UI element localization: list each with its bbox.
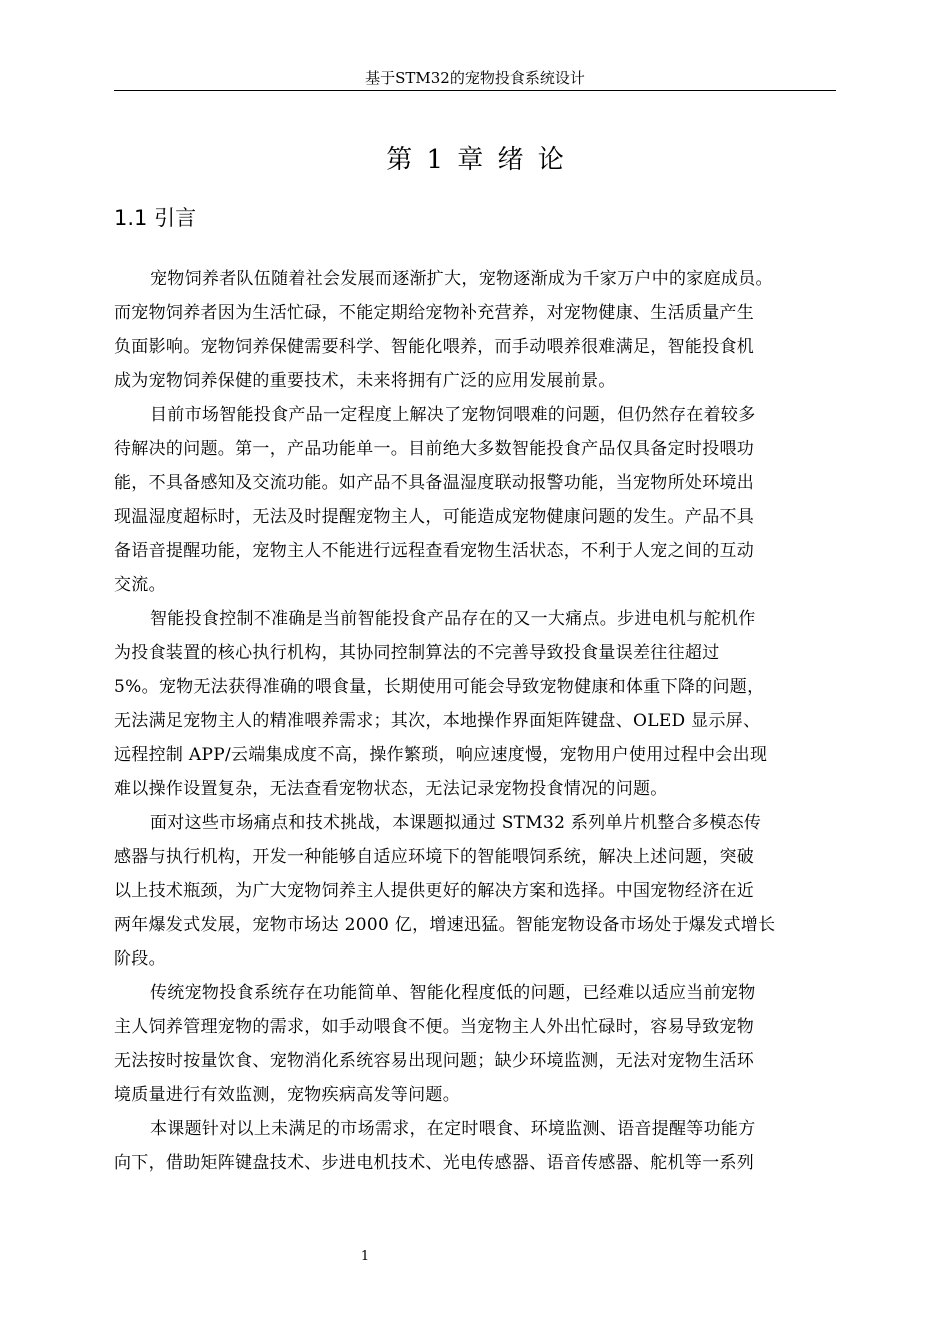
text-line: 以上技术瓶颈，为广大宠物饲养主人提供更好的解决方案和选择。中国宠物经济在近 [114,881,755,901]
text-line: 为投食装置的核心执行机构，其协同控制算法的不完善导致投食量误差往往超过 [114,643,720,663]
text-line: 无法按时按量饮食、宠物消化系统容易出现问题；缺少环境监测，无法对宠物生活环 [114,1051,755,1071]
text-line: 主人饲养管理宠物的需求，如手动喂食不便。当宠物主人外出忙碌时，容易导致宠物 [114,1017,755,1037]
text-line: 宠物饲养者队伍随着社会发展而逐渐扩大，宠物逐渐成为千家万户中的家庭成员。 [150,269,773,289]
text-line: 境质量进行有效监测，宠物疾病高发等问题。 [114,1085,460,1105]
paragraph-2 [114,398,836,602]
paragraph-6 [114,1112,836,1180]
text-line: 智能投食控制不准确是当前智能投食产品存在的又一大痛点。步进电机与舵机作 [150,609,756,629]
paragraph-4 [114,806,836,976]
text-line: 交流。 [114,575,166,595]
text-line: 传统宠物投食系统存在功能简单、智能化程度低的问题，已经难以适应当前宠物 [150,983,756,1003]
text-line: 成为宠物饲养保健的重要技术，未来将拥有广泛的应用发展前景。 [114,371,616,391]
running-header: 基于STM32的宠物投食系统设计 [365,69,585,87]
text-line: 无法满足宠物主人的精准喂养需求；其次，本地操作界面矩阵键盘、OLED 显示屏、 [114,711,761,731]
page-number: 1 [360,1249,370,1264]
section-title: 1.1 引言 [114,206,197,230]
text-line: 感器与执行机构，开发一种能够自适应环境下的智能喂饲系统，解决上述问题，突破 [114,847,755,867]
text-line: 向下，借助矩阵键盘技术、步进电机技术、光电传感器、语音传感器、舵机等一系列 [114,1153,755,1173]
text-line: 两年爆发式发展，宠物市场达 2000 亿，增速迅猛。智能宠物设备市场处于爆发式增长 [114,915,776,935]
text-line: 本课题针对以上未满足的市场需求，在定时喂食、环境监测、语音提醒等功能方 [150,1119,756,1139]
paragraph-1 [114,262,836,398]
text-line: 阶段。 [114,949,166,969]
paragraph-3 [114,602,836,806]
text-line: 面对这些市场痛点和技术挑战，本课题拟通过 STM32 系列单片机整合多模态传 [150,813,762,833]
text-line: 难以操作设置复杂，无法查看宠物状态，无法记录宠物投食情况的问题。 [114,779,668,799]
text-line: 现温湿度超标时，无法及时提醒宠物主人，可能造成宠物健康问题的发生。产品不具 [114,507,755,527]
text-line: 待解决的问题。第一，产品功能单一。目前绝大多数智能投食产品仅具备定时投喂功 [114,439,755,459]
text-line: 负面影响。宠物饲养保健需要科学、智能化喂养，而手动喂养很难满足，智能投食机 [114,337,755,357]
text-line: 远程控制 APP/云端集成度不高，操作繁琐，响应速度慢，宠物用户使用过程中会出现 [114,745,768,765]
body-text [114,262,836,1180]
chapter-title: 第 1 章 绪 论 [386,145,564,175]
text-line: 能，不具备感知及交流功能。如产品不具备温湿度联动报警功能，当宠物所处环境出 [114,473,755,493]
header-rule [114,90,836,91]
text-line: 备语音提醒功能，宠物主人不能进行远程查看宠物生活状态，不利于人宠之间的互动 [114,541,755,561]
paragraph-5 [114,976,836,1112]
text-line: 目前市场智能投食产品一定程度上解决了宠物饲喂难的问题，但仍然存在着较多 [150,405,756,425]
text-line: 而宠物饲养者因为生活忙碌，不能定期给宠物补充营养，对宠物健康、生活质量产生 [114,303,755,323]
text-line: 5%。宠物无法获得准确的喂食量，长期使用可能会导致宠物健康和体重下降的问题， [114,677,765,697]
